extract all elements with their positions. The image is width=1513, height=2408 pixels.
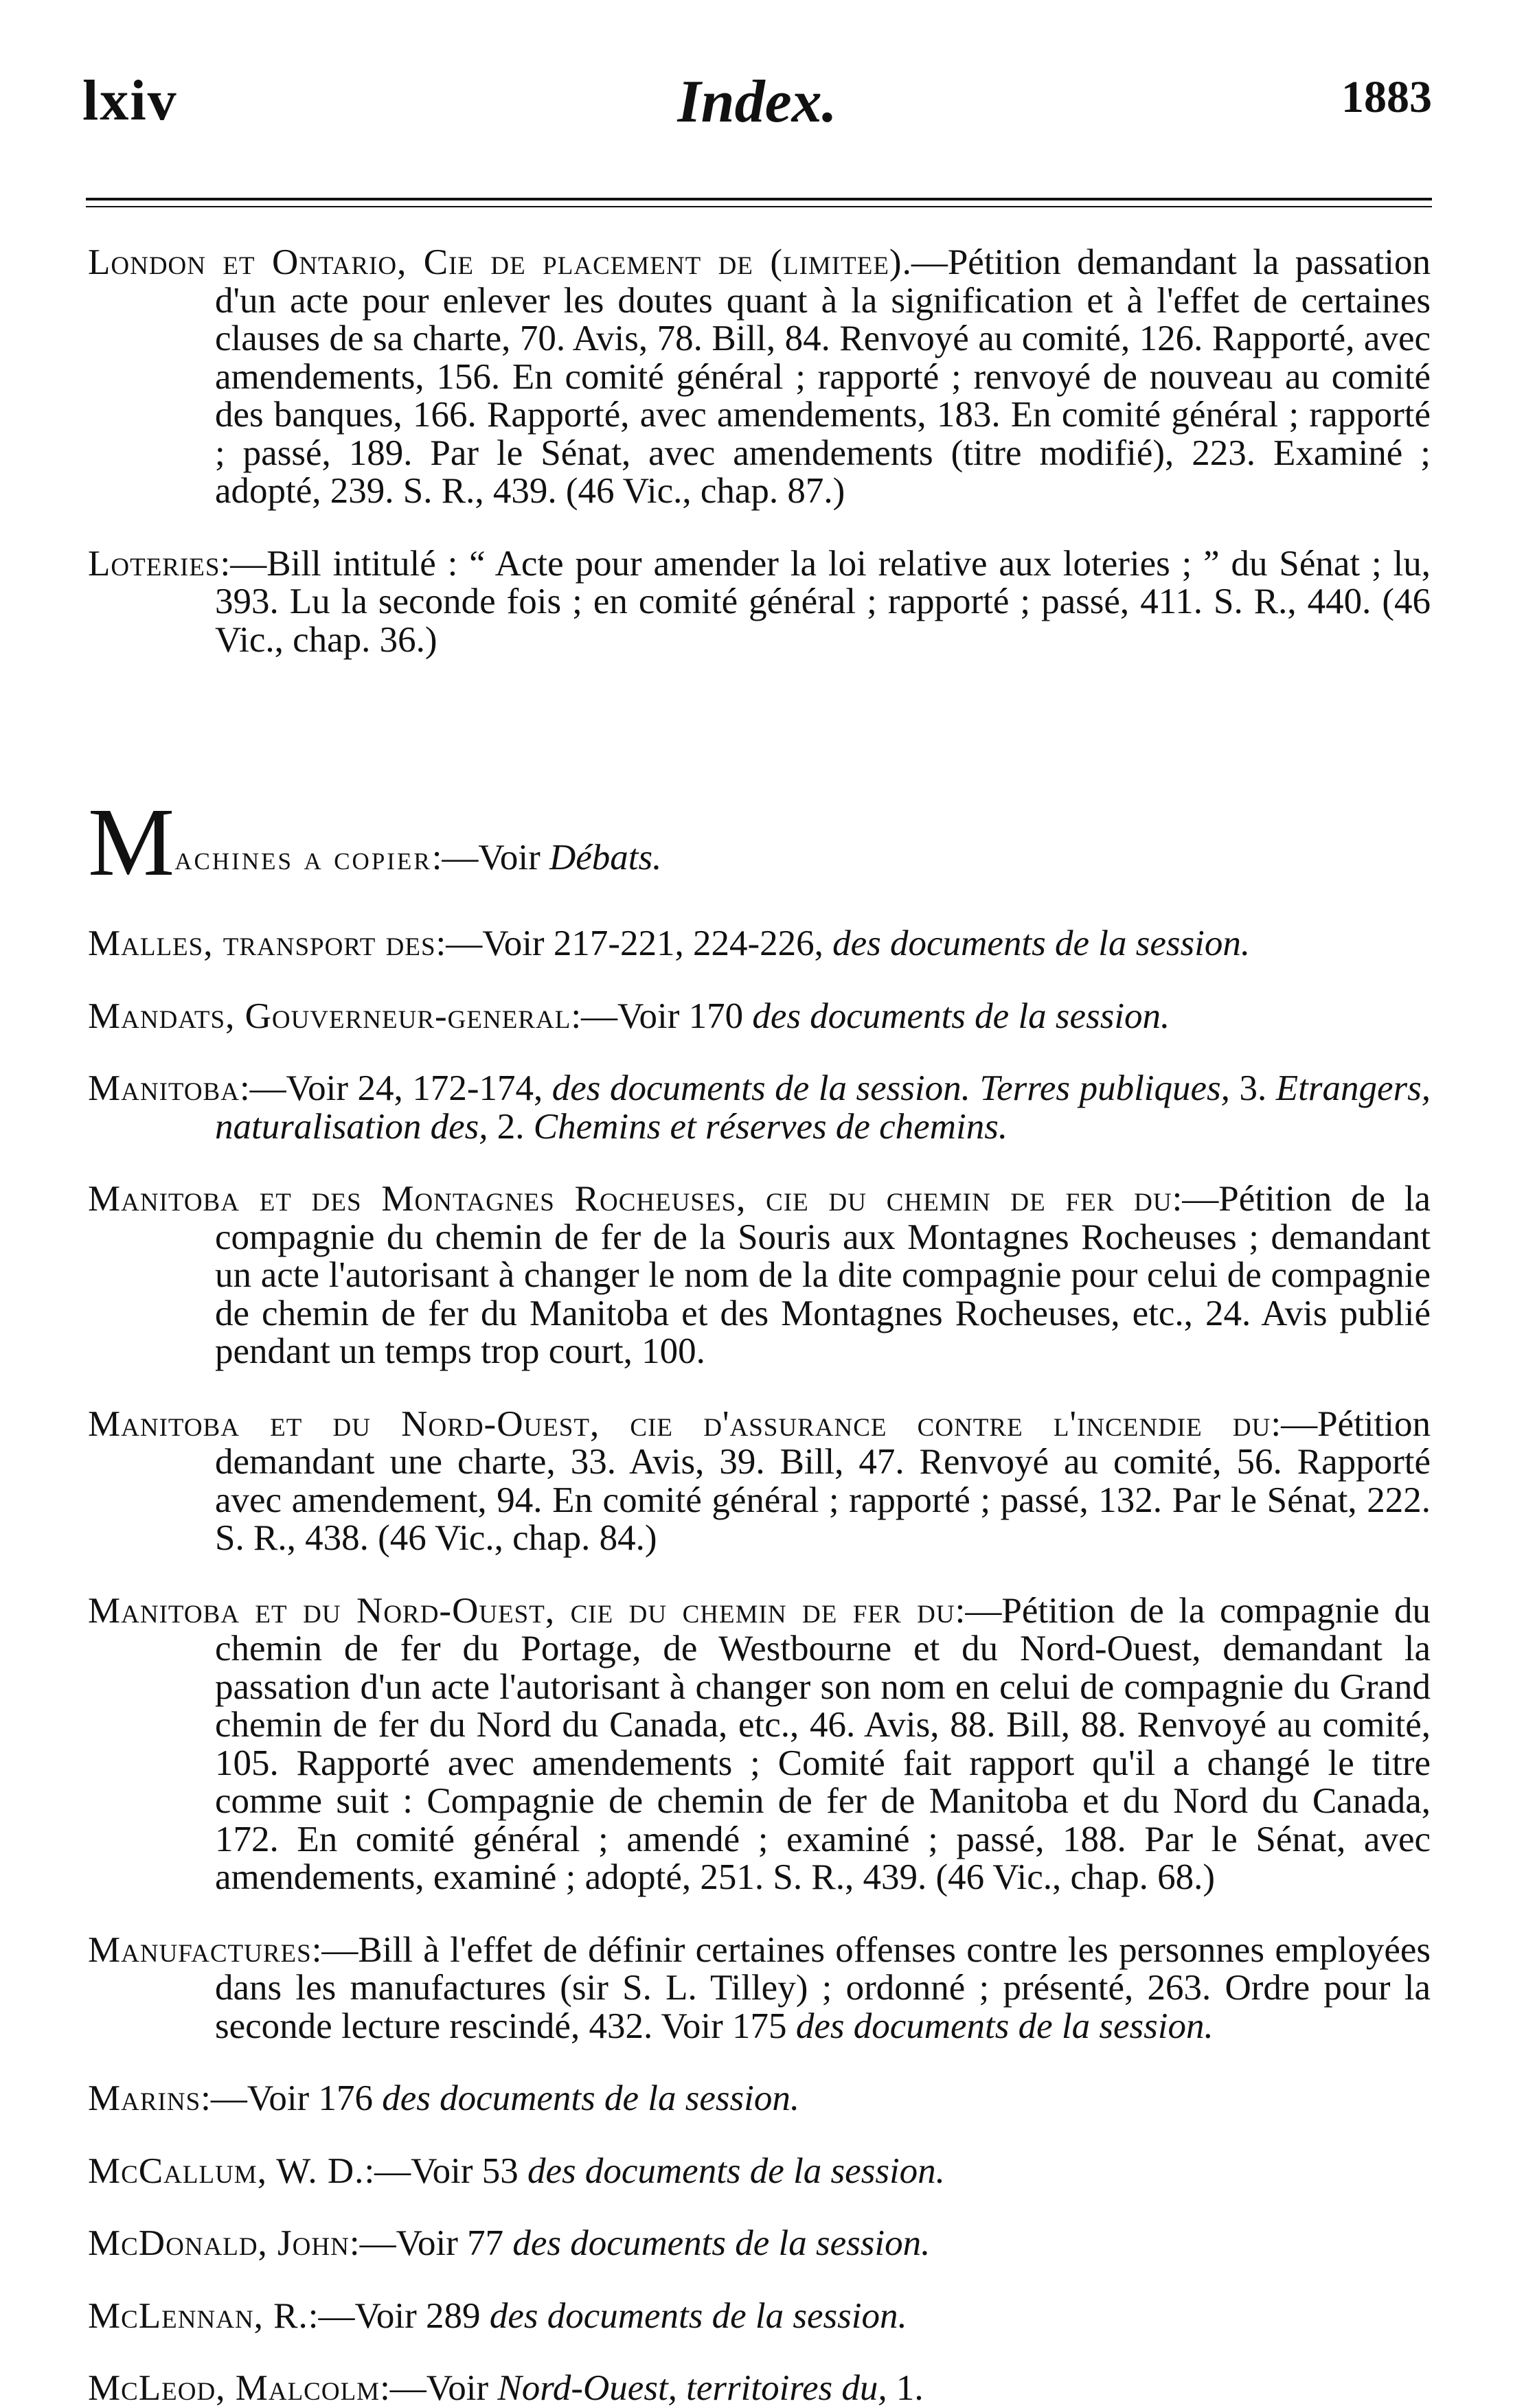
index-entry — [88, 788, 1431, 896]
index-entry — [88, 1592, 1431, 1897]
index-entry — [88, 2297, 1431, 2336]
entry-reference: des documents de la session. — [752, 996, 1170, 1036]
page-header — [82, 67, 1432, 143]
entry-heading: Manitoba et du Nord-Ouest, cie d'assurance contre l'incendie du — [88, 1403, 1271, 1444]
entry-reference: des documents de la session. — [527, 2151, 945, 2191]
header-rule-thin — [86, 206, 1432, 207]
entry-text: :—Voir 289 — [308, 2295, 490, 2336]
entry-heading: Manitoba et des Montagnes Rocheuses, cie du chemin de fer du — [88, 1179, 1172, 1219]
index-entry — [88, 925, 1431, 963]
entry-text — [970, 1068, 980, 1108]
entry-text: :—Voir 24, 172-174, — [239, 1068, 552, 1108]
entry-reference: des documents de la session. — [382, 2078, 800, 2118]
entry-heading: achines a copier — [174, 838, 432, 877]
entry-text: :—Voir 176 — [201, 2078, 383, 2118]
entry-heading: Mandats, Gouverneur-general — [88, 996, 571, 1036]
entry-heading: McCallum, W. D. — [88, 2151, 365, 2191]
entry-reference: Nord-Ouest, territoires du, — [497, 2368, 887, 2408]
page-number: lxiv — [82, 69, 178, 133]
header-rule-thick — [86, 198, 1432, 200]
section-drop-cap: M — [88, 788, 175, 896]
index-entry — [88, 1931, 1431, 2046]
entry-text: :—Bill intitulé : “ Acte pour amender la loi relative aux loteries ; ” du Sénat ; lu, 393. Lu la seconde fois ; en comité général ; rapporté ; passé, 411. S. R., 440. (46 Vic., chap. 36.) — [215, 543, 1431, 660]
entry-reference: des documents de la session. — [512, 2223, 931, 2263]
index-entry — [88, 1403, 1431, 1558]
entry-heading: Manitoba — [88, 1068, 240, 1108]
entry-text: :—Voir 170 — [571, 996, 753, 1036]
entry-heading: McLeod, Malcolm — [88, 2368, 380, 2408]
index-entry — [88, 2370, 1431, 2408]
entry-reference: des documents de la session. — [551, 1068, 970, 1108]
entry-heading: Loteries — [88, 543, 220, 584]
index-entry — [88, 1180, 1431, 1371]
entry-reference: Débats. — [549, 838, 662, 878]
entry-heading: McDonald, John — [88, 2223, 350, 2263]
entry-heading: Marins — [88, 2078, 201, 2118]
entry-text: :—Voir 77 — [349, 2223, 513, 2263]
entry-reference: Chemins et réserves de chemins. — [533, 1106, 1008, 1147]
index-entry — [88, 998, 1431, 1036]
entry-text: :—Pétition de la compagnie du chemin de fer du Portage, de Westbourne et du Nord-Ouest, demandant la passation d'un acte l'autorisant à changer son nom en celui de compagnie du Grand chemin de fer du Nord du Canada, etc., 46. Avis, 88. Bill, 88. Renvoyé au comité, 105. Rapporté avec amendements ; Comité fait rapport qu'il a changé le titre comme suit : Compagnie de chemin de fer de Manitoba et du Nord du Canada, 172. En comité général ; amendé ; examiné ; passé, 188. Par le Sénat, avec amendements, examiné ; adopté, 251. S. R., 439. (46 Vic., chap. 68.) — [215, 1590, 1431, 1897]
entry-text: :—Voir — [431, 838, 549, 878]
entry-heading: Manitoba et du Nord-Ouest, cie du chemin de fer du — [88, 1590, 955, 1631]
entry-text: 2. — [488, 1106, 534, 1147]
entry-text: 1. — [887, 2368, 924, 2408]
page-title: Index. — [677, 69, 837, 135]
index-entries — [88, 244, 1431, 2408]
index-entry — [88, 545, 1431, 660]
entry-reference: des documents de la session. — [832, 924, 1251, 963]
entry-text: 3. — [1229, 1068, 1276, 1108]
entry-text: :—Voir 217-221, 224-226, — [435, 924, 833, 963]
year: 1883 — [1341, 72, 1432, 122]
entry-heading: London et Ontario, Cie de placement de (limitee) — [88, 242, 902, 282]
entry-heading: McLennan, R. — [88, 2295, 308, 2336]
entry-reference: des documents de la session. — [795, 2006, 1214, 2046]
index-entry — [88, 2153, 1431, 2191]
index-entry — [88, 2225, 1431, 2263]
index-entry — [88, 244, 1431, 511]
entry-text: :—Pétition de la compagnie du chemin de fer de la Souris aux Montagnes Rocheuses ; demandant un acte l'autorisant à changer le nom de la dite compagnie pour celui de compagnie de chemin de fer du Manitoba et des Montagnes Rocheuses, etc., 24. Avis publié pendant un temps trop court, 100. — [215, 1179, 1431, 1371]
index-entry — [88, 2080, 1431, 2118]
entry-heading: Manufactures — [88, 1929, 312, 1970]
entry-heading: Malles, transport des — [88, 924, 436, 963]
entry-text: :—Voir 53 — [364, 2151, 527, 2191]
entry-text: :—Voir — [380, 2368, 498, 2408]
entry-reference: des documents de la session. — [489, 2295, 907, 2336]
entry-text: :—Bill à l'effet de définir certaines offenses contre les personnes employées dans les manufactures (sir S. L. Tilley) ; ordonné ; présenté, 263. Ordre pour la seconde lecture rescindé, 432. Voir 175 — [215, 1929, 1431, 2046]
entry-text: .—Pétition demandant la passation d'un acte pour enlever les doutes quant à la signification et à l'effet de certaines clauses de sa charte, 70. Avis, 78. Bill, 84. Renvoyé au comité, 126. Rapporté, avec amendements, 156. En comité général ; rapporté ; renvoyé de nouveau au comité des banques, 166. Rapporté, avec amendements, 183. En comité général ; rapporté ; passé, 189. Par le Sénat, avec amendements (titre modifié), 223. Examiné ; adopté, 239. S. R., 439. (46 Vic., chap. 87.) — [215, 242, 1431, 511]
entry-reference: Etrangers, naturalisation des, — [215, 1068, 1431, 1147]
entry-reference: Terres publiques, — [979, 1068, 1230, 1108]
entry-text: :—Pétition demandant une charte, 33. Avis, 39. Bill, 47. Renvoyé au comité, 56. Rapporté avec amendement, 94. En comité général ; rapporté ; passé, 132. Par le Sénat, 222. S. R., 438. (46 Vic., chap. 84.) — [215, 1403, 1431, 1558]
index-entry — [88, 1070, 1431, 1146]
